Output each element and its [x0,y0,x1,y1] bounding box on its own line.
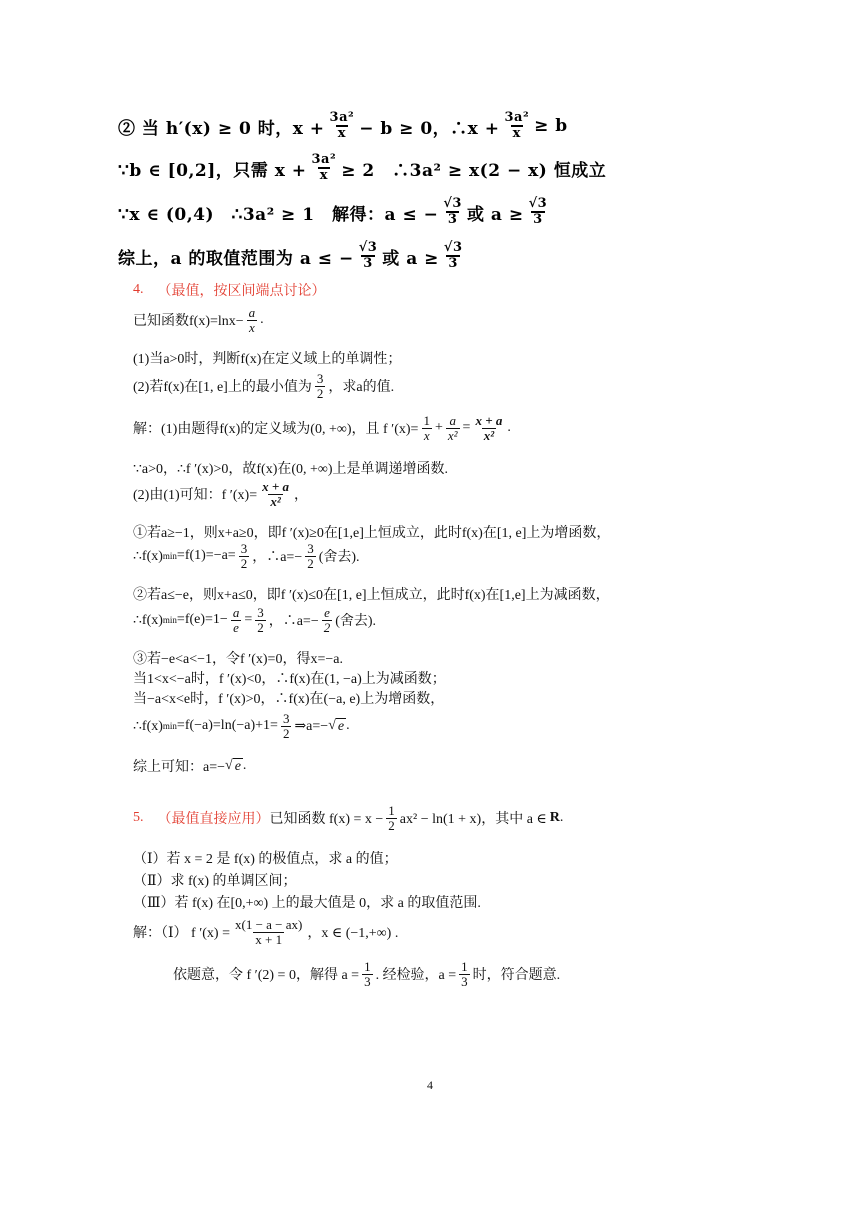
problem-tag: （最值，按区间端点讨论） [157,284,326,299]
scan-line-3 [118,194,552,230]
text-part: √3 [443,196,462,212]
text: (舍去). [318,550,360,566]
problem-4-definition [133,306,264,334]
text-part: 3 [282,711,290,726]
fraction [247,306,258,334]
problem-4-solution-5 [133,542,360,570]
text: + [434,420,443,436]
text-part: x [337,126,346,141]
problem-4-q1 [133,348,401,368]
text-part: 3 [240,541,248,556]
scan-text: − b ≥ 0，∴x + [359,118,500,139]
text-part: 2 [388,817,395,833]
square-root: √ e [225,758,241,774]
fraction [255,606,266,634]
text: . [507,420,511,436]
text-part: √3 [358,240,378,256]
text-part: a [232,605,240,620]
text: （Ⅰ）若 x = 2 是 f(x) 的极值点，求 a 的值； [133,852,398,867]
text: . [559,810,564,826]
text-part: 1 [423,413,430,428]
text-part: x + 1 [255,931,283,947]
fraction [441,197,464,226]
text-part: a [449,413,456,428]
problem-4-conclusion [133,756,246,776]
text-part: x² [483,427,495,443]
text: （Ⅱ）求 f(x) 的单调区间； [133,874,297,889]
text-part: 2 [307,555,314,571]
problem-tag: （最值直接应用） [157,812,270,828]
text: . [260,312,264,328]
fraction [502,111,531,140]
text-part: 3a² [329,110,355,126]
problem-4-solution-4 [133,522,610,542]
text: ，∴a=− [268,614,319,630]
scan-line-2 [118,150,606,186]
text-part: 3 [307,541,314,556]
fraction [260,480,291,508]
problem-4-solution-11 [133,712,350,740]
fraction [357,241,380,270]
text-part: x + a [262,479,290,494]
text-part: x² [270,493,281,509]
text: ①若a≥−1，则x+a≥0，即f ′(x)≥0在[1,e]上恒成立，此时f(x)在[1, e]上为增函数， [133,526,611,541]
text-part: x + a [475,413,503,428]
text: =f(−a)=ln(−a)+1= [176,718,278,734]
text: 依题意，令 f ′(2) = 0，解得 a = [173,968,360,984]
fraction [305,542,316,570]
problem-5-q2 [133,870,297,890]
text-part: x² [447,427,458,443]
problem-5-q1 [133,848,398,868]
text-part: 1 [364,959,371,974]
fraction [233,918,304,946]
fraction [281,712,292,740]
text: . 经检验，a = [375,968,457,984]
text-part: 3a² [311,152,337,168]
text: ，求a的值. [328,380,395,396]
text: (舍去). [335,614,377,630]
text-part: 3 [257,605,264,620]
text-part: √3 [443,240,463,256]
text: =f(e)=1− [176,612,228,628]
text-part: 2 [316,385,324,401]
text-part: e [233,619,239,635]
text: 时，符合题意. [472,968,561,984]
scan-text: ∵b ∈ [0,2]，只需 x + [118,160,307,181]
text-part: x [512,126,521,141]
fraction [473,414,504,442]
text: ∴f(x) [133,718,163,734]
text: . [346,718,350,734]
text: 当1<x<−a时，f ′(x)<0，∴f(x)在(1, −a)上为减函数； [133,672,446,687]
scan-text: ≥ 2 ∴3a² ≥ x(2 − x) 恒成立 [341,160,607,181]
real-set-symbol: R [549,810,560,826]
text: ③若−e<a<−1，令f ′(x)=0，得x=−a. [133,652,343,667]
text-part: 3 [461,973,468,989]
scan-line-4 [118,238,468,274]
fraction [442,241,465,270]
text-part: 1 [461,959,468,974]
fraction [459,960,470,988]
subscript: min [162,721,177,732]
problem-4-solution-7 [133,606,376,634]
problem-number: 4. [133,282,144,297]
scan-text: 综上，a 的取值范围为 a ≤ − [118,248,354,269]
problem-4-solution-1 [133,414,511,442]
text-part: 2 [240,555,248,571]
text: ， [294,488,309,504]
text: = [462,420,471,436]
fraction [231,606,242,634]
text-part: 3 [364,973,371,989]
fraction [362,960,373,988]
text: （Ⅲ）若 f(x) 在[0,+∞) 上的最大值是 0，求 a 的取值范围. [133,896,481,911]
text: 综上可知：a=− [133,760,226,775]
fraction [322,606,333,634]
text-part: x [319,168,328,183]
text-part: 3 [447,212,458,227]
text: ∴f(x) [133,548,163,564]
text-part: a [248,305,256,320]
page-number: 4 [427,1078,433,1092]
scan-text: ∵x ∈ (0,4) ∴3a² ≥ 1 解得：a ≤ − [118,204,439,225]
fraction [386,804,397,832]
text: 已知函数 f(x) = x − [269,812,384,828]
scan-text: 或 a ≥ [382,248,439,269]
text: ∵a>0，∴f ′(x)>0，故f(x)在(0, +∞)上是单调递增函数. [133,462,449,477]
scan-line-1 [118,108,568,144]
problem-4-solution-3 [133,480,308,508]
problem-4-solution-6 [133,584,610,604]
text-part: e [337,718,345,734]
text: 已知函数f(x)=lnx− [133,314,244,330]
problem-4-solution-9 [133,668,446,688]
fraction [315,372,326,400]
problem-4-solution-10 [133,688,444,708]
text: . [242,758,247,773]
text: ax² − ln(1 + x)，其中 a ∈ [399,812,547,828]
text-part: x [249,319,255,335]
text-part: 3 [316,371,324,386]
problem-number: 5. [133,810,144,826]
problem-4-q2 [133,372,394,400]
scan-text: ② 当 h′(x) ≥ 0 时，x + [118,118,325,139]
text: (2)若f(x)在[1, e]上的最小值为 [133,380,312,396]
problem-4-heading [133,280,326,300]
text: (2)由(1)可知：f ′(x)= [133,488,258,504]
square-root: √ e [328,718,345,734]
scan-text: ≥ b [534,116,568,136]
text: =f(1)=−a= [176,548,236,564]
text: 解：（Ⅰ） f ′(x) = [133,926,230,942]
text-part: 3 [533,212,543,227]
text-part: x [423,427,430,443]
text-part: 3 [363,256,373,271]
problem-4-solution-8 [133,648,343,668]
fraction [421,414,432,442]
fraction [328,111,357,140]
text: (1)当a>0时，判断f(x)在定义域上的单调性； [133,352,402,367]
text-part: 3 [448,256,458,271]
text-part: e [324,605,330,620]
text-part: x(1 − a − ax) [234,917,303,932]
subscript: min [162,615,177,626]
text: ∴f(x) [133,612,163,628]
problem-5-solution-1 [133,918,398,946]
text-part: 3a² [504,110,530,126]
text-part: 2 [323,619,331,635]
problem-4-solution-2 [133,458,448,478]
text-part: e [234,758,241,774]
fraction [239,542,250,570]
text: ⇒a=− [294,718,329,734]
text-part: 2 [282,725,290,741]
subscript: min [162,551,177,562]
text-part: 2 [257,619,264,635]
text-part: √3 [528,196,548,212]
scanned-solution-block [118,108,638,276]
fraction [446,414,460,442]
problem-5-q3 [133,892,481,912]
text: 当−a<x<e时，f ′(x)>0，∴f(x)在(−a, e)上为增函数， [133,692,445,707]
text: ，x ∈ (−1,+∞) . [307,926,399,942]
problem-5-solution-2 [173,960,560,988]
text: = [244,612,253,628]
scan-text: 或 a ≥ [466,204,524,225]
text: 解：(1)由题得f(x)的定义域为(0, +∞)，且 f ′(x)= [133,422,419,438]
text-part: 1 [388,803,395,818]
fraction [527,197,550,226]
text: ，∴a=− [252,550,303,566]
fraction [310,153,339,182]
text: ②若a≤−e，则x+a≤0，即f ′(x)≤0在[1, e]上恒成立，此时f(x)在[1,e]上为减函数， [133,588,610,603]
problem-5-heading [133,804,563,832]
